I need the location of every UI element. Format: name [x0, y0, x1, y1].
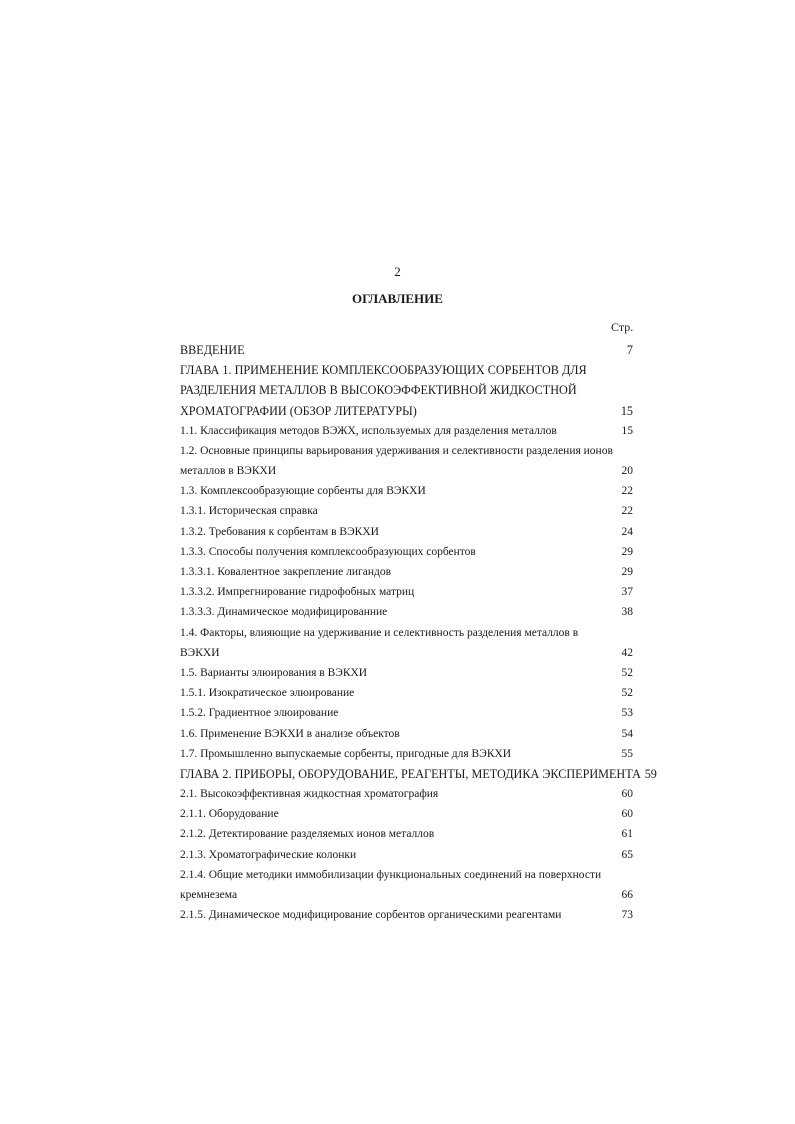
- toc-entry-page: 20: [621, 465, 633, 478]
- toc-entry: [180, 401, 633, 421]
- toc-entry-title: ГЛАВА 1. ПРИМЕНЕНИЕ КОМПЛЕКСООБРАЗУЮЩИХ СОРБЕНТОВ ДЛЯ: [180, 363, 587, 378]
- toc-entry-title: 1.3.3.2. Импрегнирование гидрофобных матриц: [180, 586, 415, 599]
- toc-entry-title: 2.1. Высокоэффективная жидкостная хроматография: [180, 788, 439, 801]
- toc-entry-title: 1.3.3.3. Динамическое модифицированние: [180, 606, 388, 619]
- toc-entry-title-continued: металлов в ВЭКХИ: [180, 465, 277, 478]
- toc-entry-title-continued: кремнезема: [180, 889, 238, 902]
- toc-entry-page: 52: [621, 666, 633, 679]
- toc-entry-title-continued: ХРОМАТОГРАФИИ (ОБЗОР ЛИТЕРАТУРЫ): [180, 403, 417, 418]
- toc-entry-page: 61: [621, 828, 633, 841]
- toc-entry: [180, 784, 633, 804]
- toc-entry-page: 15: [620, 403, 633, 418]
- toc-entry: [180, 380, 633, 400]
- toc-entry-title: 1.3.1. Историческая справка: [180, 505, 318, 518]
- toc-entry-title: 1.3. Комплексообразующие сорбенты для ВЭКХИ: [180, 485, 426, 498]
- toc-title: ОГЛАВЛЕНИЕ: [352, 291, 443, 306]
- toc-entry-page: 29: [621, 566, 633, 579]
- toc-entry-title: ВВЕДЕНИЕ: [180, 342, 245, 357]
- toc-entry: [180, 340, 633, 360]
- toc-entry-title: 2.1.4. Общие методики иммобилизации функциональных соединений на поверхности: [180, 868, 602, 881]
- toc-entry: [180, 502, 633, 522]
- toc-entry: [180, 703, 633, 723]
- table-of-contents: [180, 340, 657, 925]
- toc-entry-title: 1.2. Основные принципы варьирования удерживания и селективности разделения ионов: [180, 444, 613, 457]
- toc-entry: [180, 804, 633, 824]
- toc-entry-page: 54: [621, 727, 633, 740]
- toc-entry-page: 66: [621, 889, 633, 902]
- toc-entry-title: ГЛАВА 2. ПРИБОРЫ, ОБОРУДОВАНИЕ, РЕАГЕНТЫ, МЕТОДИКА ЭКСПЕРИМЕНТА: [180, 766, 641, 781]
- page-number: 2: [394, 264, 401, 279]
- toc-entry: [180, 562, 633, 582]
- toc-entry: [180, 542, 633, 562]
- pages-column-header: Стр.: [611, 320, 634, 334]
- toc-entry-page: 7: [626, 342, 633, 357]
- toc-entry: [180, 522, 633, 542]
- toc-entry: [180, 360, 633, 380]
- toc-entry-page: 24: [621, 525, 633, 538]
- toc-entry-title-continued: ВЭКХИ: [180, 646, 220, 659]
- toc-entry-title: 2.1.2. Детектирование разделяемых ионов металлов: [180, 828, 435, 841]
- toc-entry-title: 1.7. Промышленно выпускаемые сорбенты, пригодные для ВЭКХИ: [180, 747, 512, 760]
- toc-entry: [180, 683, 633, 703]
- toc-entry-page: 29: [621, 545, 633, 558]
- toc-entry: [180, 825, 633, 845]
- toc-entry-title: 1.3.3.1. Ковалентное закрепление лигандов: [180, 566, 392, 579]
- toc-entry-title: 2.1.1. Оборудование: [180, 808, 279, 821]
- toc-entry: [180, 421, 633, 441]
- toc-entry-title: 2.1.5. Динамическое модифицирование сорбентов органическими реагентами: [180, 909, 562, 922]
- toc-entry-title: 1.4. Факторы, влияющие на удерживание и селективность разделения металлов в: [180, 626, 579, 639]
- toc-entry: [180, 845, 633, 865]
- toc-entry-page: 60: [621, 808, 633, 821]
- toc-entry-page: 37: [621, 586, 633, 599]
- toc-entry-page: 22: [621, 505, 633, 518]
- toc-entry-title: 2.1.3. Хроматографические колонки: [180, 848, 357, 861]
- toc-entry-page: 53: [621, 707, 633, 720]
- toc-entry-title: 1.5.2. Градиентное элюирование: [180, 707, 339, 720]
- toc-entry-page: 65: [621, 848, 633, 861]
- toc-entry-page: 59: [644, 766, 657, 781]
- toc-entry-title: 1.5. Варианты элюирования в ВЭКХИ: [180, 666, 368, 679]
- toc-entry-page: 38: [621, 606, 633, 619]
- toc-entry-title: 1.1. Классификация методов ВЭЖХ, используемых для разделения металлов: [180, 424, 557, 437]
- toc-entry-page: 15: [621, 424, 633, 437]
- toc-entry: [180, 744, 633, 764]
- toc-entry: [180, 461, 633, 481]
- toc-entry-title: 1.5.1. Изократическое элюирование: [180, 687, 355, 700]
- toc-entry: [180, 643, 633, 663]
- toc-entry: [180, 865, 633, 885]
- toc-entry: [180, 582, 633, 602]
- toc-entry-title: 1.3.3. Способы получения комплексообразующих сорбентов: [180, 545, 476, 558]
- toc-entry-page: 55: [621, 747, 633, 760]
- toc-entry: [180, 885, 633, 905]
- toc-entry-page: 22: [621, 485, 633, 498]
- toc-entry: [180, 441, 633, 461]
- toc-entry-page: 52: [621, 687, 633, 700]
- toc-entry-page: 60: [621, 788, 633, 801]
- toc-entry: [180, 481, 633, 501]
- toc-entry-page: 42: [621, 646, 633, 659]
- toc-entry: [180, 602, 633, 622]
- toc-entry: [180, 724, 633, 744]
- toc-entry: [180, 905, 633, 925]
- toc-entry: [180, 663, 633, 683]
- toc-entry-title-continued: РАЗДЕЛЕНИЯ МЕТАЛЛОВ В ВЫСОКОЭФФЕКТИВНОЙ ЖИДКОСТНОЙ: [180, 383, 577, 398]
- toc-entry-title: 1.6. Применение ВЭКХИ в анализе объектов: [180, 727, 400, 740]
- toc-entry-title: 1.3.2. Требования к сорбентам в ВЭКХИ: [180, 525, 379, 538]
- toc-entry: [180, 764, 657, 784]
- toc-entry: [180, 623, 633, 643]
- toc-entry-page: 73: [621, 909, 633, 922]
